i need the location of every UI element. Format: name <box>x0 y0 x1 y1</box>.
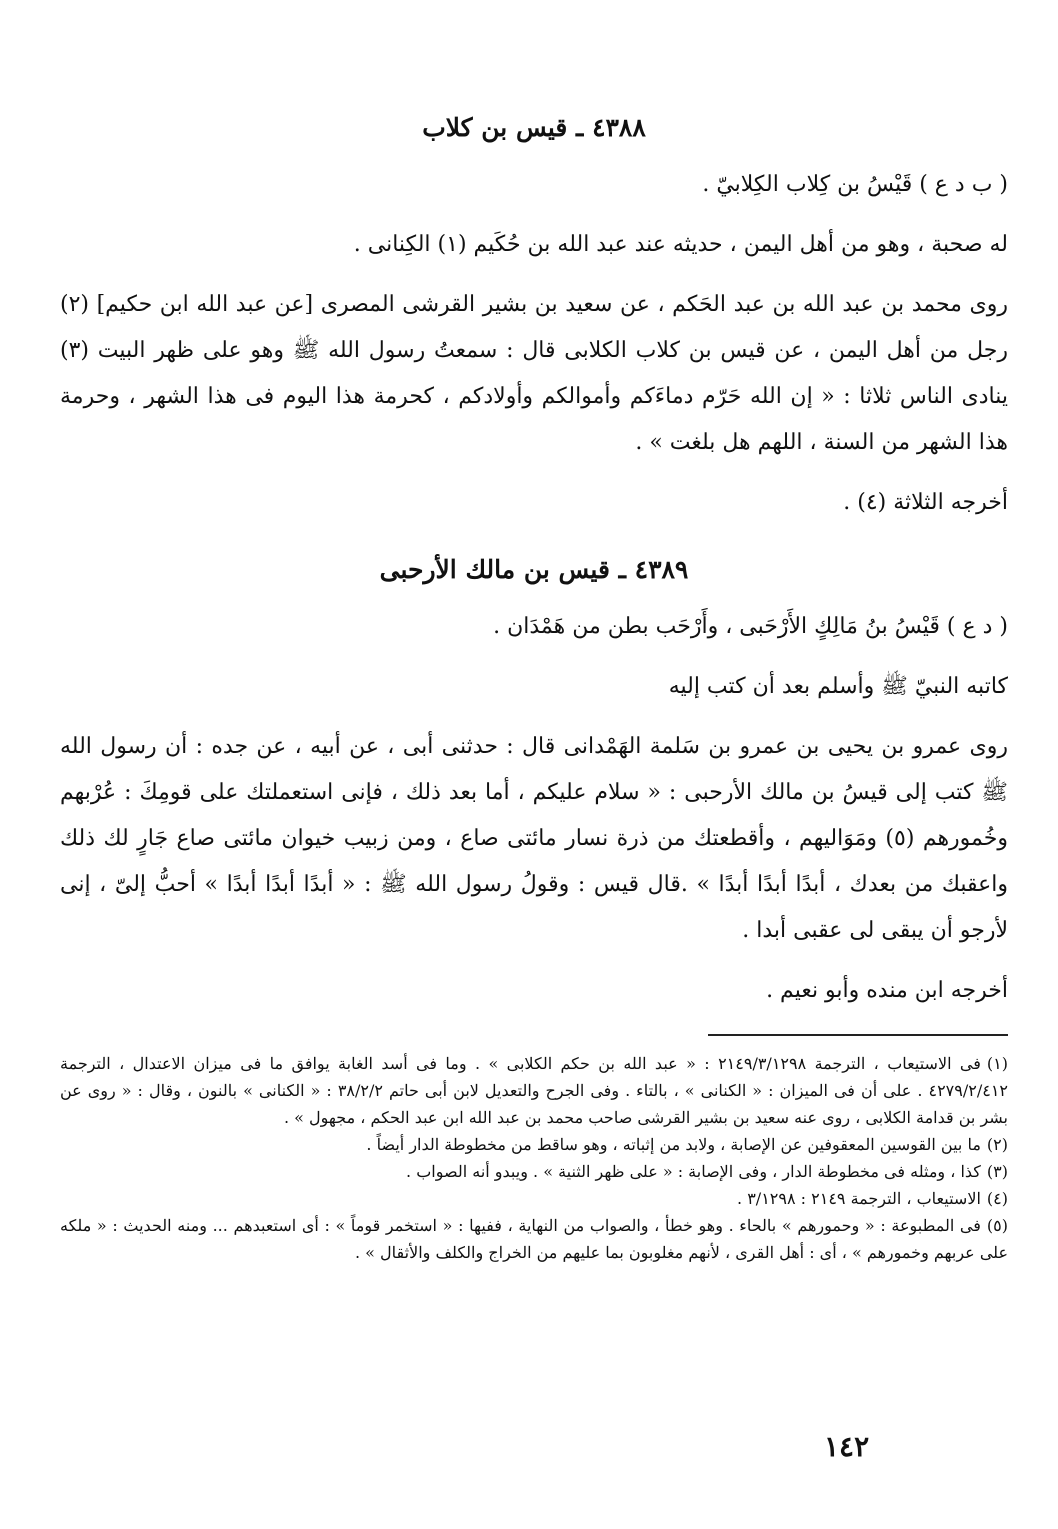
entry-body-paragraph: روى عمرو بن يحيى بن عمرو بن سَلمة الهَمْدانى قال : حدثنى أبى ، عن أبيه ، عن جده : أن رسول الله ﷺ كتب إلى قيسُ بن مالك الأرحبى : « سلام عليكم ، أما بعد ذلك ، فإنى استعملتك على قومِكَ : عُرْبهم وخُمورهم (٥) ومَوَاليهم ، وأقطعتك من ذرة نسار مائتى صاع ، ومن زبيب خيوان مائتى صاع جَارٍ لك ذلك واعقبك من بعدك ، أبدًا أبدًا أبدًا » .قال قيس : وقولُ رسول الله ﷺ : « أبدًا أبدًا أبدًا » أحبُّ إلىّ ، إنى لأرجو أن يبقى لى عقبى أبدا . <box>60 734 1008 943</box>
footnote-text: فى المطبوعة : « وحمورهم » بالحاء . وهو خطأ ، والصواب من النهاية ، ففيها : « استخمر قوماً » : أى استعبدهم ... ومنه الحديث : « ملكه على عربهم وخمورهم » ، أى : أهل القرى ، لأنهم مغلوبون بما عليهم من الخراج والكلف والأثقال » . <box>60 1216 1008 1262</box>
page-number: ١٤٢ <box>824 1430 870 1463</box>
footnote-separator <box>708 1034 1008 1036</box>
footnote-number: (٣) <box>986 1162 1008 1181</box>
entry-header-4389: ( د ع ) قَيْسُ بنُ مَالِكٍ الأَرْحَبى ، وأَرْحَب بطن من هَمْدَان . <box>493 614 1008 639</box>
footnote <box>60 1158 1008 1185</box>
entry-attribution: أخرجه ابن منده وأبو نعيم . <box>766 978 1008 1003</box>
entry-header-4388: ( ب د ع ) قَيْسُ بن كِلاب الكِلابيّ . <box>702 172 1008 197</box>
entry-body-paragraph: كاتبه النبيّ ﷺ وأسلم بعد أن كتب إليه <box>668 674 1008 699</box>
footnote <box>60 1185 1008 1212</box>
footnote-text: ما بين القوسين المعقوفين عن الإصابة ، ولابد من إثباته ، وهو ساقط من مخطوطة الدار أيضاً . <box>366 1135 981 1154</box>
footnote-text: كذا ، ومثله فى مخطوطة الدار ، وفى الإصابة : « على ظهر الثنية » . ويبدو أنه الصواب . <box>406 1162 981 1181</box>
footnote-number: (١) <box>986 1054 1008 1073</box>
entry-attribution: أخرجه الثلاثة (٤) . <box>843 490 1008 515</box>
footnote <box>60 1131 1008 1158</box>
footnote-text: فى الاستيعاب ، الترجمة ٢١٤٩/٣/١٢٩٨ : « عبد الله بن حكم الكلابى » . وما فى أسد الغابة يوافق ما فى ميزان الاعتدال ، الترجمة ٤٢٧٩/٢/٤١٢ . على أن فى الميزان : « الكنانى » ، بالتاء . وفى الجرح والتعديل لابن أبى حاتم ٣٨/٢/٢ : « الكنانى » بالنون ، وقال : « روى عن بشر بن قدامة الكلابى ، روى عنه سعيد بن بشير القرشى صاحب محمد بن عبد الله ابن عبد الحكم ، مجهول » . <box>60 1054 1009 1127</box>
book-page <box>60 90 1008 1490</box>
footnotes <box>60 1050 1008 1266</box>
entry-title-4389: ٤٣٨٩ ـ قيس بن مالك الأرحبى <box>379 555 689 584</box>
footnote-number: (٥) <box>986 1216 1008 1235</box>
footnote-text: الاستيعاب ، الترجمة ٢١٤٩ : ٣/١٢٩٨ . <box>737 1189 981 1208</box>
footnote-number: (٤) <box>986 1189 1008 1208</box>
entry-body-paragraph: له صحبة ، وهو من أهل اليمن ، حديثه عند عبد الله بن حُكَيم (١) الكِنانى . <box>353 232 1008 257</box>
footnote <box>60 1212 1008 1266</box>
entry-body-paragraph: روى محمد بن عبد الله بن عبد الحَكم ، عن سعيد بن بشير القرشى المصرى [عن عبد الله ابن حكيم] (٢) رجل من أهل اليمن ، عن قيس بن كلاب الكلابى قال : سمعتُ رسول الله ﷺ وهو على ظهر البيت (٣) ينادى الناس ثلاثا : « إن الله حَرّم دماءَكم وأموالكم وأولادكم ، كحرمة هذا اليوم فى هذا الشهر ، وحرمة هذا الشهر من السنة ، اللهم هل بلغت » . <box>60 292 1009 455</box>
entry-title-4388: ٤٣٨٨ ـ قيس بن كلاب <box>422 113 646 142</box>
footnote <box>60 1050 1008 1131</box>
footnote-number: (٢) <box>986 1135 1008 1154</box>
